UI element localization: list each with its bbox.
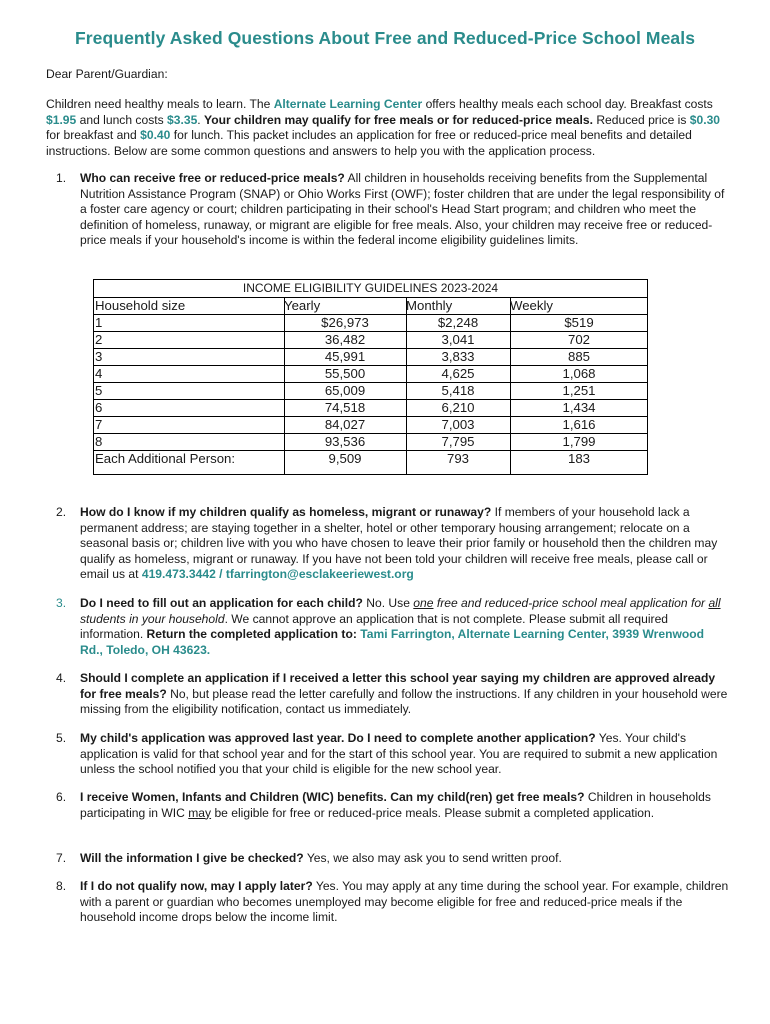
item-number: 2. <box>56 505 67 519</box>
table-row: 7 84,027 7,003 1,616 <box>95 417 596 432</box>
item-number: 1. <box>56 171 67 185</box>
item-number: 4. <box>56 671 67 685</box>
faq-item-6: 6. I receive Women, Infants and Children (WIC) benefits. Can my child(ren) get free meals? Children in households participating in WIC may be eligible for free or reduced-price meals. Please submit a completed application. <box>56 790 711 820</box>
table-row: 8 93,536 7,795 1,799 <box>95 434 596 449</box>
return-label: Return the completed application to: <box>146 627 357 642</box>
faq-item-5 <box>46 731 730 778</box>
faq-item-4 <box>46 671 730 718</box>
table-row: 2 36,482 3,041 702 <box>95 332 590 347</box>
question: My child's application was approved last year. Do I need to complete another application? <box>80 731 596 745</box>
faq-item-3: 3. Do I need to fill out an application for each child? No. Use one free and reduced-price school meal application for all students in your household. We cannot approve an application that is not complete. Please submit all required information. Return the completed application to: Tami Farrington, Alternate Learning Center, 3939 Wrenwood Rd., Toledo, OH 43623. <box>56 596 721 657</box>
question: How do I know if my children qualify as homeless, migrant or runaway? <box>80 505 492 519</box>
question: Will the information I give be checked? <box>80 851 304 865</box>
answer: All children in households receiving benefits from the Supplemental Nutrition Assistance Program (SNAP) or Ohio Works First (OWF); foster children that are under the legal responsibility of a foster care agency or court; children participating in their school's Head Start program; and children who meet the definition of homeless, runaway, or migrant are eligible for free meals. Also, your children may receive free or reduced-price meals if your household's income is within the federal income eligibility guidelines limits. <box>80 171 725 248</box>
faq-item-7 <box>46 851 730 867</box>
table-row: 5 65,009 5,418 1,251 <box>95 383 596 398</box>
answer: Yes, we also may ask you to send written proof. <box>303 851 562 865</box>
column-header: Weekly <box>510 298 553 313</box>
school-name: Alternate Learning Center <box>273 97 423 111</box>
page-title: Frequently Asked Questions About Free and Reduced-Price School Meals <box>74 28 696 48</box>
qualify-statement: Your children may qualify for free meals or for reduced-price meals. <box>204 112 593 127</box>
column-header: Household size <box>95 298 186 313</box>
reduced-lunch-cost: $0.40 <box>140 128 171 143</box>
question: Do I need to fill out an application for each child? <box>80 596 363 610</box>
question: Who can receive free or reduced-price meals? <box>80 171 345 185</box>
contact-info[interactable]: 419.473.3442 / tfarrington@esclakeeriewest.org <box>141 567 414 582</box>
answer: If members of your household lack a permanent address; are staying together in a shelter, hotel or other temporary housing arrangement; relocate on a seasonal basis or; children live with you who have chosen to leave their prior family or household then the children may qualify as homeless, migrant or runaway. If you have not been told your children will receive free meals, please call or email us at <box>80 505 718 582</box>
table-row: 3 45,991 3,833 885 <box>95 349 590 364</box>
table-header-row <box>94 298 647 314</box>
table-caption: INCOME ELIGIBILITY GUIDELINES 2023-2024 <box>242 281 499 295</box>
answer: No, but please read the letter carefully and follow the instructions. If any children in your household were missing from the eligibility notification, contact us immediately. <box>80 686 728 717</box>
question: If I do not qualify now, may I apply later? <box>80 879 313 893</box>
item-number: 7. <box>56 851 67 865</box>
faq-item-2 <box>46 505 730 583</box>
item-number: 8. <box>56 879 67 893</box>
item-number: 6. <box>56 790 67 804</box>
reduced-breakfast-cost: $0.30 <box>689 112 721 127</box>
item-number: 3. <box>56 596 67 610</box>
greeting: Dear Parent/Guardian: <box>46 67 168 81</box>
intro-paragraph: Children need healthy meals to learn. The Alternate Learning Center offers healthy meals each school day. Breakfast costs $1.95 and lunch costs $3.35. Your children may qualify for free meals or for reduced-price meals. Reduced price is $0.30 for breakfast and $0.40 for lunch. This packet includes an application for free or reduced-price meal benefits and detailed instructions. Below are some common questions and answers to help you with the application process. <box>46 97 721 158</box>
question: Should I complete an application if I received a letter this school year saying my children are approved already for free meals? <box>80 671 716 701</box>
column-header: Monthly <box>406 298 453 313</box>
answer: Yes. You may apply at any time during the school year. For example, children with a parent or guardian who becomes unemployed may become eligible for free and reduced-price meals if the household income drops below the income limit. <box>80 879 729 925</box>
faq-item-8 <box>46 879 730 926</box>
column-header: Yearly <box>284 298 321 313</box>
table-row: 6 74,518 6,210 1,434 <box>95 400 596 415</box>
table-row: Each Additional Person: 9,509 793 183 <box>95 451 590 466</box>
lunch-cost: $3.35 <box>167 112 198 127</box>
breakfast-cost: $1.95 <box>46 112 77 127</box>
item-number: 5. <box>56 731 67 745</box>
table-row: 4 55,500 4,625 1,068 <box>95 366 596 381</box>
income-eligibility-table <box>93 279 648 475</box>
table-row: 1 $26,973 $2,248 $519 <box>95 315 594 330</box>
faq-item-1 <box>46 171 730 249</box>
answer: Yes. Your child's application is valid for that school year and for the start of this school year. You are required to submit a new application unless the school notified you that your child is eligible for the new school year. <box>80 731 718 777</box>
return-address: Tami Farrington, Alternate Learning Center, 3939 Wrenwood Rd., Toledo, OH 43623. <box>80 627 705 657</box>
question: I receive Women, Infants and Children (WIC) benefits. Can my child(ren) get free meals? <box>80 790 585 804</box>
